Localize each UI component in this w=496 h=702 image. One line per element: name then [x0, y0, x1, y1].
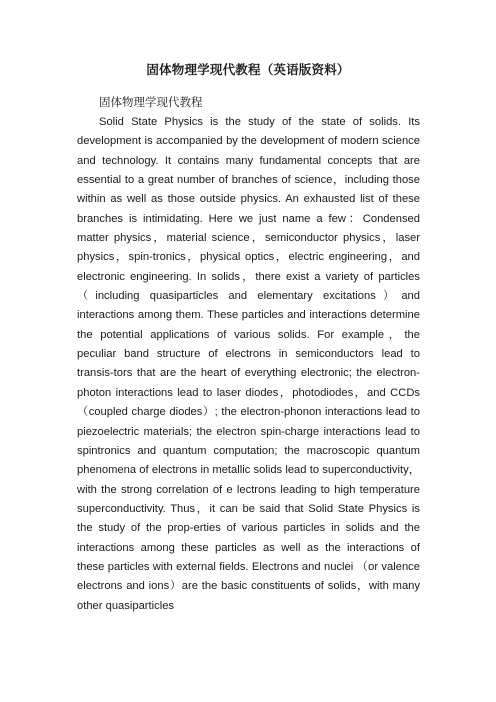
document-title: 固体物理学现代教程（英语版资料） [146, 63, 350, 77]
section-subheading: 固体物理学现代教程 [99, 97, 203, 109]
body-paragraph: Solid State Physics is the study of the state of solids. Its development is accompanied by the development of modern science and technology. It contains many fundamental concepts that are essential to a great number of branches of science，including those within as well as those outside physics. An exhausted list of these branches is intimidating. Here we just name a few：Condensed matter physics，material science，semiconductor physics，laser physics，spin-tronics，physical optics，electric engineering，and electronic engineering. In solids，there exist a variety of particles （including quasiparticles and elementary excitations）and interactions among them. These particles and interactions determine the potential applications of various solids. For example，the peculiar band structure of electrons in semiconductors lead to transis-tors that are the heart of everything electronic; the electron-photon interactions lead to laser diodes，photodiodes，and CCDs （coupled charge diodes）; the electron-phonon interactions lead to piezoelectric materials; the electron spin-charge interactions lead to spintronics and quantum computation; the macroscopic quantum phenomena of electrons in metallic solids lead to superconductivity，with the strong correlation of e lectrons leading to high temperature superconductivity. Thus，it can be said that Solid State Physics is the study of the prop-erties of various particles in solids and the interactions among these particles as well as the interactions of these particles with external fields. Electrons and nuclei （or valence electrons and ions）are the basic constituents of solids，with many other quasiparticles [77, 116, 420, 612]
